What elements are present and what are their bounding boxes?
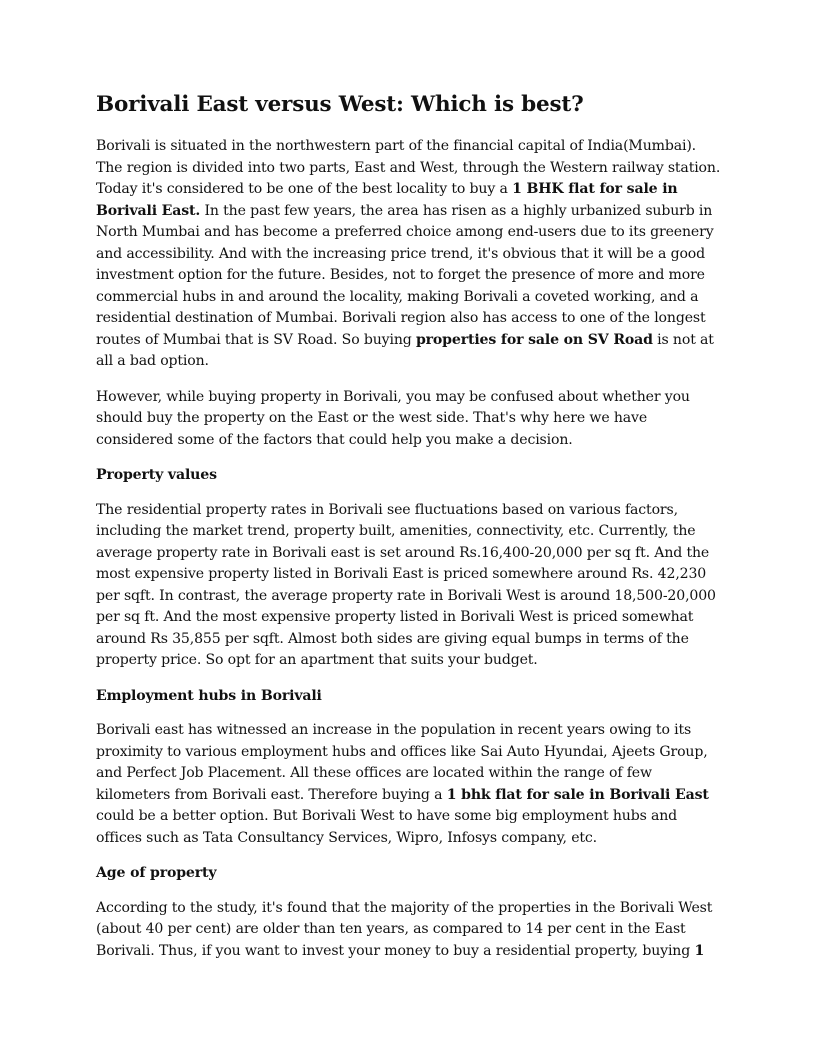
however-paragraph: However, while buying property in Borivali, you may be confused about whether you should buy the property on the East or the west side. That's why here we have considered some of the factors that could help you make a decision. xyxy=(96,388,690,448)
age-paragraph xyxy=(96,898,722,963)
employment-paragraph xyxy=(96,720,722,849)
property-values-paragraph: The residential property rates in Borivali see fluctuations based on various factors, including the market trend, property built, amenities, connectivity, etc. Currently, the average property rate in Borivali east is set around Rs.16,400-20,000 per sq ft. And the most expensive property listed in Borivali East is priced somewhere around Rs. 42,230 per sqft. In contrast, the average property rate in Borivali West is around 18,500-20,000 per sq ft. And the most expensive property listed in Borivali West is priced somewhat around Rs 35,855 per sqft. Almost both sides are giving equal bumps in terms of the property price. So opt for an apartment that suits your budget. xyxy=(96,501,716,668)
employment-text-1: Borivali east has witnessed an increase in the population in recent years owing to its proximity to various employment hubs and offices like Sai Auto Hyundai, Ajeets Group, and Perfect Job Placement. All these offices are located within the range of few kilometers from Borivali east. Therefore buying a xyxy=(96,722,708,803)
employment-heading: Employment hubs in Borivali xyxy=(96,687,322,704)
intro-text-3: is not at all a bad option. xyxy=(96,331,714,369)
age-heading: Age of property xyxy=(96,865,217,881)
intro-bold-2: properties for sale on SV Road xyxy=(415,331,653,348)
document-body xyxy=(96,90,722,976)
intro-text-2: In the past few years, the area has risen as a highly urbanized suburb in North Mumbai and has become a preferred choice among end-users due to its greenery and accessibility. And with the increasing price trend, it's obvious that it will be a good investment option for the future. Besides, not to forget the presence of more and more commercial hubs in and around the locality, making Borivali a coveted working, and a residential destination of Mumbai. Borivali region also has access to one of the longest routes of Mumbai that is SV Road. So buying xyxy=(96,202,714,348)
property-values-heading: Property values xyxy=(96,467,217,483)
intro-text-1: Borivali is situated in the northwestern part of the financial capital of India(Mumbai). The region is divided into two parts, East and West, through the Western railway station. Today it's considered to be one of the best locality to buy a xyxy=(96,138,721,197)
age-text-1: According to the study, it's found that the majority of the properties in the Borivali West (about 40 per cent) are older than ten years, as compared to 14 per cent in the East Borivali. Thus, if you want to invest your money to buy a residential property, buying xyxy=(96,899,713,959)
employment-text-2: could be a better option. But Borivali West to have some big employment hubs and offices such as Tata Consultancy Services, Wipro, Infosys company, etc. xyxy=(96,808,678,846)
intro-paragraph xyxy=(96,136,722,373)
employment-bold-1: 1 bhk flat for sale in Borivali East xyxy=(446,786,709,803)
intro-bold-1: 1 BHK flat for sale in Borivali East. xyxy=(96,181,678,219)
age-bold-1: 1 xyxy=(694,942,705,959)
page-title: Borivali East versus West: Which is best? xyxy=(96,92,584,117)
